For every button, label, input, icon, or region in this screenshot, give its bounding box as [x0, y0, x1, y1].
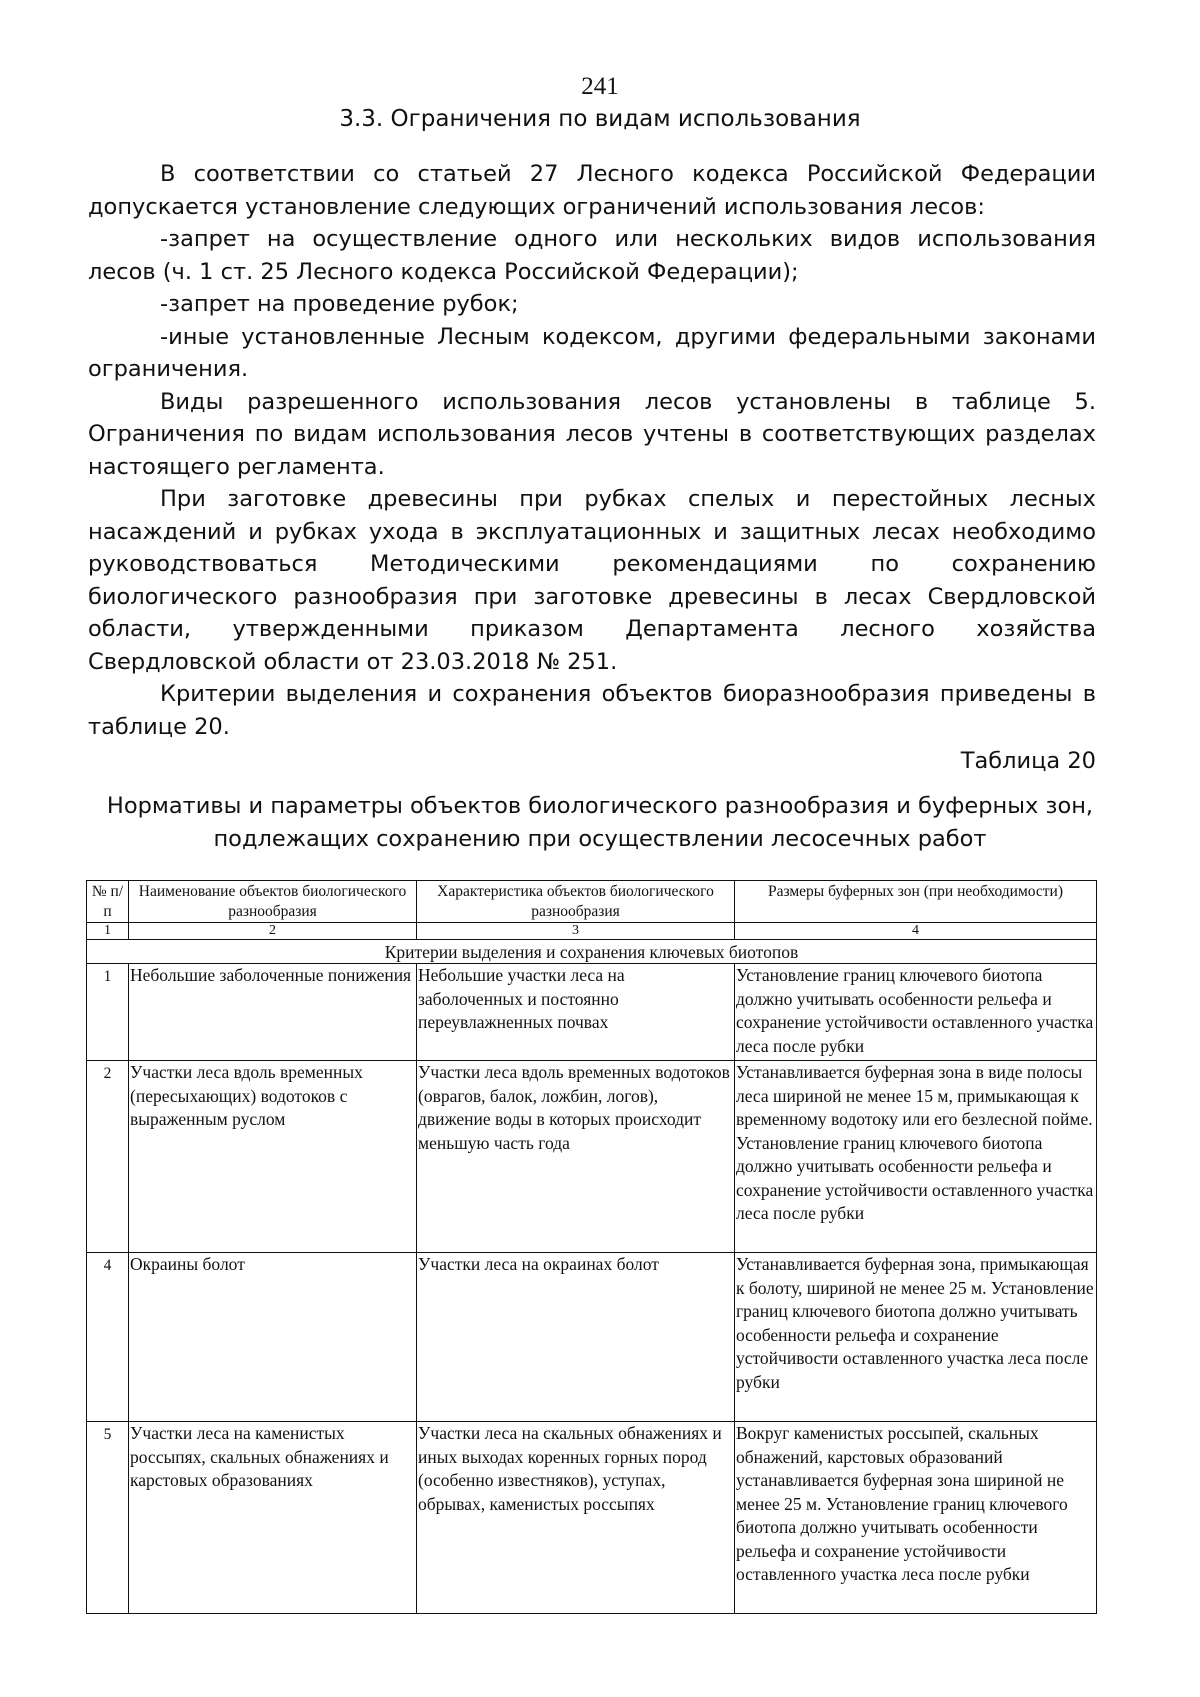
- column-number-row: [87, 923, 1097, 940]
- row-buffer-zone: Устанавливается буферная зона в виде полосы леса шириной не менее 15 м, примыкающая к временному водотоку или его безлесной пойме. Установление границ ключевого биотопа должно учитывать особенности рельефа и сохранение устойчивости оставленного участка леса после рубки: [735, 1061, 1097, 1253]
- table-row: [87, 964, 1097, 1061]
- row-object-name: Небольшие заболоченные понижения: [129, 964, 417, 1061]
- row-object-name: Участки леса на каменистых россыпях, скальных обнажениях и карстовых образованиях: [129, 1422, 417, 1614]
- column-number: 3: [417, 923, 735, 940]
- biodiversity-norms-table: [86, 880, 1097, 1614]
- row-characteristic: Участки леса вдоль временных водотоков (оврагов, балок, ложбин, логов), движение воды в которых происходит меньшую часть года: [417, 1061, 735, 1253]
- table-title: [80, 790, 1120, 856]
- table-section-row: [87, 940, 1097, 964]
- table-label: Таблица 20: [960, 748, 1096, 774]
- row-number: 5: [87, 1422, 129, 1614]
- page-number: 241: [581, 73, 619, 100]
- header-num: № п/п: [87, 881, 129, 923]
- body-text: [88, 158, 1096, 743]
- column-number: 4: [735, 923, 1097, 940]
- row-number: 2: [87, 1061, 129, 1253]
- row-number: 4: [87, 1253, 129, 1422]
- row-buffer-zone: Устанавливается буферная зона, примыкающая к болоту, шириной не менее 25 м. Установление границ ключевого биотопа должно учитывать особенности рельефа и сохранение устойчивости оставленного участка леса после рубки: [735, 1253, 1097, 1422]
- row-number: 1: [87, 964, 129, 1061]
- paragraph-restriction-ban-use: -запрет на осуществление одного или нескольких видов использования лесов (ч. 1 ст. 25 Лесного кодекса Российской Федерации);: [88, 226, 1096, 285]
- paragraph-restriction-other: -иные установленные Лесным кодексом, другими федеральными законами ограничения.: [88, 323, 1096, 382]
- paragraph-restriction-ban-felling: -запрет на проведение рубок;: [160, 291, 519, 317]
- header-name: Наименование объектов биологического разнообразия: [129, 881, 417, 923]
- table-row: [87, 1422, 1097, 1614]
- row-characteristic: Участки леса на скальных обнажениях и иных выходах коренных горных пород (особенно известняков), уступах, обрывах, каменистых россыпях: [417, 1422, 735, 1614]
- table-title-line-1: Нормативы и параметры объектов биологического разнообразия и буферных зон,: [106, 793, 1094, 819]
- section-heading: 3.3. Ограничения по видам использования: [339, 106, 861, 132]
- paragraph-permitted-uses: Виды разрешенного использования лесов установлены в таблице 5. Ограничения по видам использования лесов учтены в соответствующих разделах настоящего регламента.: [88, 388, 1096, 480]
- table-row: [87, 1061, 1097, 1253]
- column-number: 1: [87, 923, 129, 940]
- row-characteristic: Небольшие участки леса на заболоченных и постоянно переувлажненных почвах: [417, 964, 735, 1061]
- row-object-name: Окраины болот: [129, 1253, 417, 1422]
- paragraph-intro: В соответствии со статьей 27 Лесного кодекса Российской Федерации допускается установление следующих ограничений использования лесов:: [88, 161, 1096, 220]
- row-object-name: Участки леса вдоль временных (пересыхающих) водотоков с выраженным руслом: [129, 1061, 417, 1253]
- row-buffer-zone: Установление границ ключевого биотопа должно учитывать особенности рельефа и сохранение устойчивости оставленного участка леса после рубки: [735, 964, 1097, 1061]
- header-characteristic: Характеристика объектов биологического разнообразия: [417, 881, 735, 923]
- table-section-title: Критерии выделения и сохранения ключевых биотопов: [87, 940, 1097, 964]
- table-title-line-2: подлежащих сохранению при осуществлении лесосечных работ: [213, 826, 987, 852]
- paragraph-methodical-recommendations: При заготовке древесины при рубках спелых и перестойных лесных насаждений и рубках ухода в эксплуатационных и защитных лесах необходимо руководствоваться Методическими рекомендациями по сохранению биологического разнообразия при заготовке древесины в лесах Свердловской области, утвержденными приказом Департамента лесного хозяйства Свердловской области от 23.03.2018 № 251.: [88, 486, 1096, 675]
- paragraph-criteria-reference: Критерии выделения и сохранения объектов биоразнообразия приведены в таблице 20.: [88, 681, 1096, 740]
- header-buffer: Размеры буферных зон (при необходимости): [735, 881, 1097, 923]
- column-number: 2: [129, 923, 417, 940]
- row-buffer-zone: Вокруг каменистых россыпей, скальных обнажений, карстовых образований устанавливается буферная зона шириной не менее 25 м. Установление границ ключевого биотопа должно учитывать особенности рельефа и сохранение устойчивости оставленного участка леса после рубки: [735, 1422, 1097, 1614]
- table-header-row: [87, 881, 1097, 923]
- row-characteristic: Участки леса на окраинах болот: [417, 1253, 735, 1422]
- table-row: [87, 1253, 1097, 1422]
